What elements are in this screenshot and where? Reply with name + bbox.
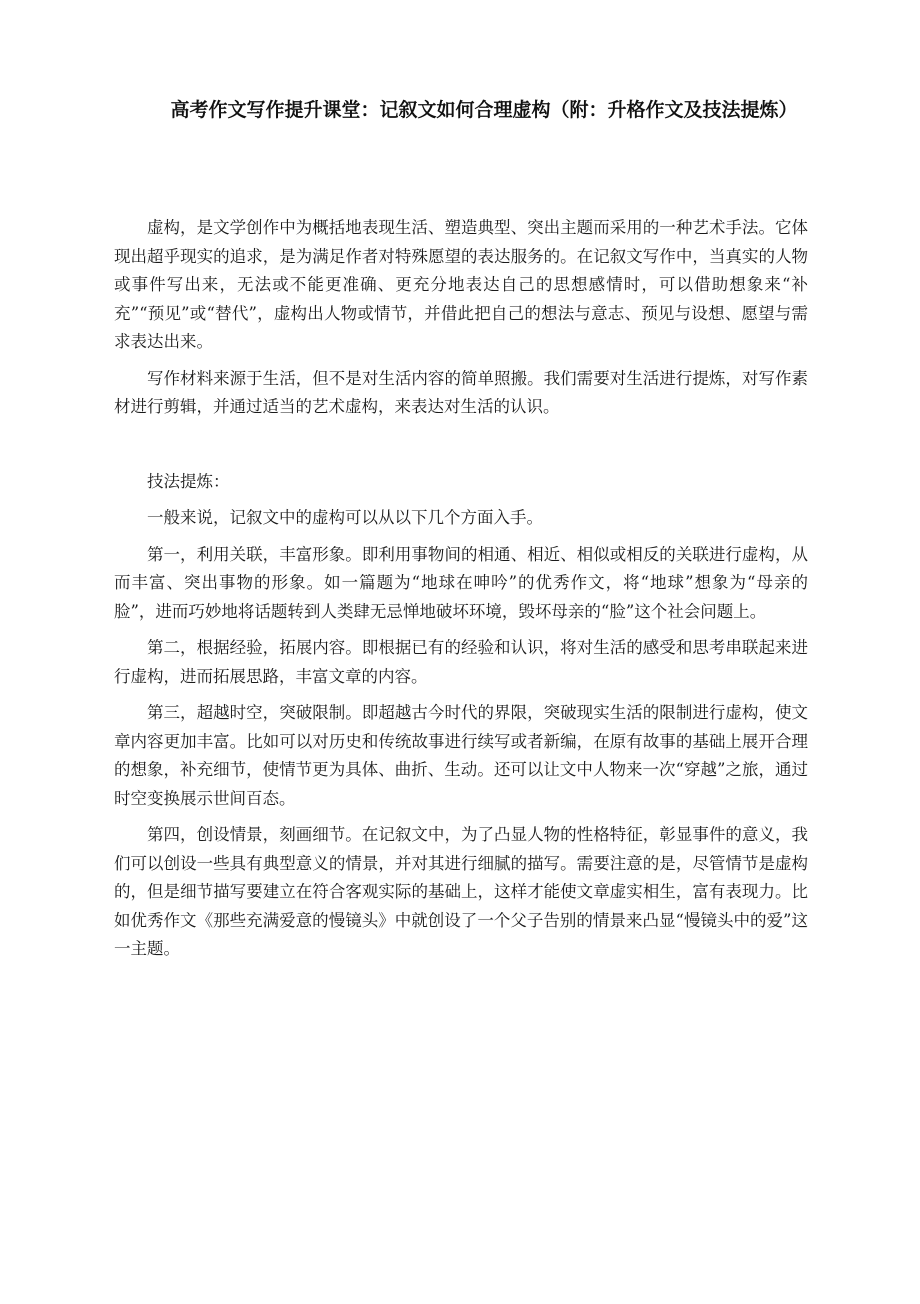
paragraph-intro: 一般来说，记叙文中的虚构可以从以下几个方面入手。 [147,508,543,527]
paragraph-definition: 虚构，是文学创作中为概括地表现生活、塑造典型、突出主题而采用的一种艺术手法。它体现出超乎现实的追求，是为满足作者对特殊愿望的表达服务的。在记叙文写作中，当真实的人物或事件写出来，无法或不能更准确、更充分地表达自己的思想感情时，可以借助想象来“补充”“预见”或“替代”，虚构出人物或情节，并借此把自己的想法与意志、预见与设想、愿望与需求表达出来。 [114,218,808,351]
section-heading-techniques: 技法提炼： [147,471,230,491]
paragraph-point-three: 第三，超越时空，突破限制。即超越古今时代的界限，突破现实生活的限制进行虚构，使文章内容更加丰富。比如可以对历史和传统故事进行续写或者新编，在原有故事的基础上展开合理的想象，补充细节，使情节更为具体、曲折、生动。还可以让文中人物来一次“穿越”之旅，通过时空变换展示世间百态。 [114,703,808,808]
document-title: 高考作文写作提升课堂：记叙文如何合理虚构（附：升格作文及技法提炼） [170,99,798,121]
document-body [114,214,808,972]
paragraph-point-one: 第一，利用关联，丰富形象。即利用事物间的相通、相近、相似或相反的关联进行虚构，从而丰富、突出事物的形象。如一篇题为“地球在呻吟”的优秀作文，将“地球”想象为“母亲的脸”，进而巧妙地将话题转到人类肆无忌惮地破坏环境，毁坏母亲的“脸”这个社会问题上。 [114,544,808,621]
paragraph-point-two: 第二，根据经验，拓展内容。即根据已有的经验和认识，将对生活的感受和思考串联起来进行虚构，进而拓展思路，丰富文章的内容。 [114,638,808,686]
paragraph-material: 写作材料来源于生活，但不是对生活内容的简单照搬。我们需要对生活进行提炼，对写作素材进行剪辑，并通过适当的艺术虚构，来表达对生活的认识。 [114,368,808,416]
paragraph-point-four: 第四，创设情景，刻画细节。在记叙文中，为了凸显人物的性格特征，彰显事件的意义，我们可以创设一些具有典型意义的情景，并对其进行细腻的描写。需要注意的是，尽管情节是虚构的，但是细节描写要建立在符合客观实际的基础上，这样才能使文章虚实相生，富有表现力。比如优秀作文《那些充满爱意的慢镜头》中就创设了一个父子告别的情景来凸显“慢镜头中的爱”这一主题。 [114,825,808,958]
